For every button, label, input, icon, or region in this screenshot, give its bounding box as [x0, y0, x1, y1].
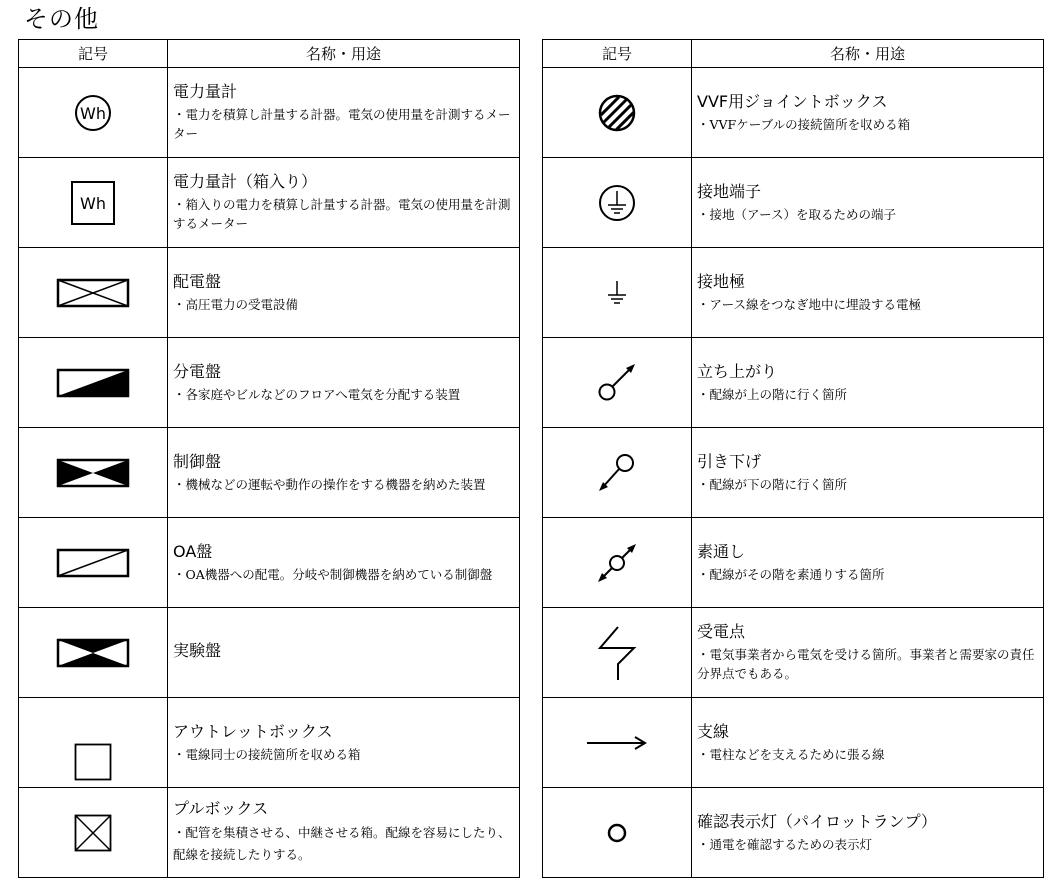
item-name: 分電盤 — [173, 361, 222, 381]
table-row — [19, 68, 520, 158]
service-entrance-icon — [594, 624, 640, 682]
symbol-cell — [543, 158, 692, 248]
table-row — [543, 788, 1044, 878]
description-cell — [692, 428, 1044, 518]
item-description: ・通電を確認するための表示灯 — [697, 836, 873, 852]
symbol-table-right — [542, 39, 1044, 878]
item-description: ・電線同士の接続箇所を収める箱 — [173, 746, 361, 762]
description-cell — [692, 788, 1044, 878]
description-cell — [168, 788, 520, 878]
table-row — [19, 788, 520, 878]
item-description: ・機械などの運転や動作の操作をする機器を納めた装置 — [173, 476, 486, 492]
table-row — [19, 608, 520, 698]
symbol-cell — [19, 428, 168, 518]
item-name: 引き下げ — [697, 451, 762, 471]
item-description: ・VVFケーブルの接続箇所を収める箱 — [697, 116, 911, 132]
item-name: アウトレットボックス — [173, 721, 333, 741]
grounding-terminal-icon — [597, 183, 637, 223]
symbol-cell — [19, 68, 168, 158]
wh-label: Wh — [80, 193, 106, 213]
symbol-cell — [19, 338, 168, 428]
item-name: 電力量計（箱入り） — [173, 172, 318, 191]
outlet-box-icon — [74, 743, 112, 781]
table-row — [543, 248, 1044, 338]
symbol-cell — [543, 248, 692, 338]
description-cell — [692, 338, 1044, 428]
wh-label: Wh — [80, 103, 106, 123]
item-description: ・配線が下の階に行く箇所 — [697, 476, 848, 492]
boxed-watt-hour-meter-icon — [70, 180, 116, 226]
test-panel-icon — [56, 638, 130, 668]
item-description: ・各家庭やビルなどのフロアへ電気を分配する装置 — [173, 386, 461, 402]
pull-box-icon — [74, 814, 112, 852]
symbol-cell — [543, 518, 692, 608]
item-description: ・接地（アース）を取るための端子 — [697, 206, 897, 222]
symbol-cell — [19, 608, 168, 698]
symbol-cell — [19, 698, 168, 788]
item-description: ・配管を集積させる、中継させる箱。配線を容易にしたり、配線を接続したりする。 — [173, 825, 511, 862]
header-symbol: 記号 — [543, 40, 692, 68]
description-cell — [692, 68, 1044, 158]
description-cell — [168, 428, 520, 518]
symbol-cell — [543, 608, 692, 698]
table-row — [543, 428, 1044, 518]
table-row — [19, 338, 520, 428]
oa-panel-icon — [56, 548, 130, 578]
distribution-board-icon — [56, 278, 130, 308]
item-name: 接地端子 — [697, 181, 762, 201]
description-cell — [692, 518, 1044, 608]
table-row — [19, 698, 520, 788]
symbol-cell — [543, 698, 692, 788]
table-row — [19, 428, 520, 518]
symbol-cell — [543, 428, 692, 518]
table-header-row — [543, 40, 1044, 68]
symbol-cell — [19, 788, 168, 878]
table-row — [543, 698, 1044, 788]
item-description: ・電柱などを支えるために張る線 — [697, 746, 885, 762]
item-name: 制御盤 — [173, 451, 222, 471]
table-row — [543, 158, 1044, 248]
description-cell — [168, 158, 520, 248]
item-description: ・OA機器への配電。分岐や制御機器を納めている制御盤 — [173, 566, 493, 582]
symbol-cell — [543, 68, 692, 158]
symbol-cell — [19, 518, 168, 608]
item-name: 配電盤 — [173, 271, 222, 291]
symbol-cell — [543, 788, 692, 878]
control-panel-icon — [56, 458, 130, 488]
item-name: 実験盤 — [173, 641, 222, 660]
symbol-table-left — [18, 39, 520, 878]
table-header-row — [19, 40, 520, 68]
item-name: 確認表示灯（パイロットランプ） — [697, 811, 937, 831]
description-cell — [168, 518, 520, 608]
item-name: 支線 — [697, 721, 730, 741]
description-cell — [168, 248, 520, 338]
item-name: プルボックス — [173, 799, 269, 818]
item-description: ・箱入りの電力を積算し計量する計器。電気の使用量を計測するメーター — [173, 197, 511, 231]
description-cell — [168, 608, 520, 698]
item-name: 立ち上がり — [697, 361, 778, 381]
item-description: ・電力を積算し計量する計器。電気の使用量を計測するメーター — [173, 107, 511, 141]
drop-down-icon — [595, 451, 639, 495]
page-title: その他 — [24, 5, 99, 33]
header-name-use: 名称・用途 — [692, 40, 1044, 68]
description-cell — [168, 68, 520, 158]
branch-panel-icon — [56, 368, 130, 398]
symbol-cell — [543, 338, 692, 428]
header-symbol: 記号 — [19, 40, 168, 68]
symbol-cell — [19, 158, 168, 248]
description-cell — [692, 698, 1044, 788]
item-name: VVF用ジョイントボックス — [697, 91, 888, 111]
item-description: ・電気事業者から電気を受ける箇所。事業者と需要家の責任分界点でもある。 — [697, 647, 1035, 681]
table-row — [543, 608, 1044, 698]
table-row — [543, 518, 1044, 608]
table-row — [543, 338, 1044, 428]
item-description: ・配線がその階を素通りする箇所 — [697, 566, 885, 582]
description-cell — [692, 158, 1044, 248]
ground-electrode-icon — [605, 279, 629, 307]
table-row — [19, 248, 520, 338]
item-name: 電力量計 — [173, 82, 238, 101]
item-description: ・高圧電力の受電設備 — [173, 296, 299, 312]
symbol-cell — [19, 248, 168, 338]
item-name: 接地極 — [697, 271, 746, 291]
pilot-lamp-icon — [605, 821, 629, 845]
item-description: ・配線が上の階に行く箇所 — [697, 386, 848, 402]
description-cell — [168, 698, 520, 788]
riser-up-icon — [595, 361, 639, 405]
table-row — [19, 518, 520, 608]
item-name: 受電点 — [697, 622, 746, 641]
item-description: ・アース線をつなぎ地中に埋設する電極 — [697, 296, 922, 312]
watt-hour-meter-icon — [73, 93, 113, 133]
description-cell — [692, 248, 1044, 338]
guy-wire-arrow-icon — [585, 735, 649, 751]
vvf-joint-box-icon — [597, 93, 637, 133]
description-cell — [692, 608, 1044, 698]
table-row — [19, 158, 520, 248]
description-cell — [168, 338, 520, 428]
table-row — [543, 68, 1044, 158]
header-name-use: 名称・用途 — [168, 40, 520, 68]
pass-through-icon — [594, 540, 640, 586]
item-name: OA盤 — [173, 541, 213, 561]
item-name: 素通し — [697, 541, 746, 561]
